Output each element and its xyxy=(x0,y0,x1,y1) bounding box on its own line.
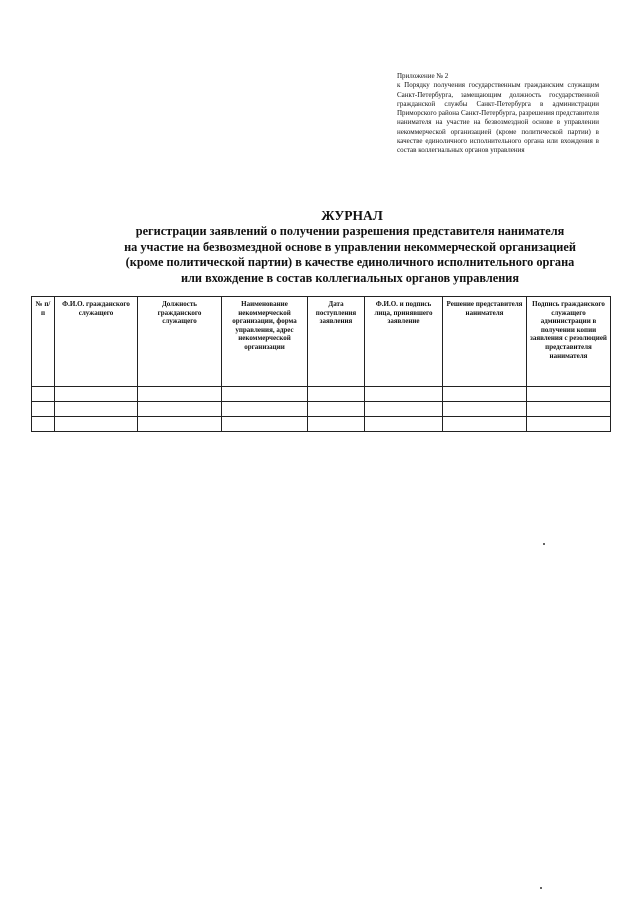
table-cell xyxy=(222,387,308,402)
col-header-position: Должность гражданского служащего xyxy=(138,297,222,387)
journal-subtitle-line-3: (кроме политической партии) в качестве единоличного исполнительного органа xyxy=(125,255,575,269)
table-cell xyxy=(32,402,55,417)
col-header-organization: Наименование некоммерческой организации, форма управления, адрес некоммерческой организации xyxy=(222,297,308,387)
col-header-signature: Подпись гражданского служащего администрации в получении копии заявления с резолюцией представителя нанимателя xyxy=(527,297,611,387)
table-cell xyxy=(308,417,365,432)
table-cell xyxy=(32,387,55,402)
table-cell xyxy=(32,417,55,432)
journal-heading xyxy=(60,208,640,286)
table-cell xyxy=(308,402,365,417)
table-row xyxy=(32,402,611,417)
journal-subtitle-line-2: на участие на безвозмездной основе в управлении некоммерческой организацией xyxy=(124,239,576,254)
table-cell xyxy=(55,417,138,432)
table-cell xyxy=(527,402,611,417)
col-header-receiver: Ф.И.О. и подпись лица, принявшего заявление xyxy=(365,297,443,387)
table-cell xyxy=(55,387,138,402)
table-cell xyxy=(138,417,222,432)
journal-table xyxy=(31,296,611,432)
table-row xyxy=(32,417,611,432)
scan-speck xyxy=(540,887,542,889)
table-cell xyxy=(527,417,611,432)
journal-title: ЖУРНАЛ xyxy=(321,208,383,223)
table-cell xyxy=(222,402,308,417)
appendix-title: Приложение № 2 xyxy=(397,72,449,80)
table-cell xyxy=(527,387,611,402)
col-header-employee-name: Ф.И.О. гражданского служащего xyxy=(55,297,138,387)
table-cell xyxy=(443,402,527,417)
col-header-number: № п/п xyxy=(32,297,55,387)
scan-speck xyxy=(543,543,545,545)
journal-subtitle-line-4: или вхождение в состав коллегиальных органов управления xyxy=(180,270,520,285)
journal-subtitle-line-1: регистрации заявлений о получении разрешения представителя нанимателя xyxy=(135,224,565,238)
table-cell xyxy=(443,417,527,432)
col-header-decision: Решение представителя нанимателя xyxy=(443,297,527,387)
appendix-text: к Порядку получения государственным гражданским служащим Санкт-Петербурга, замещающим должность государственной гражданской службы Санкт-Петербурга в администрации Приморского района Санкт-Петербурга, разрешения представителя нанимателя на участие на безвозмездной основе в управлении некоммерческой организацией (кроме политической партии) в качестве единоличного исполнительного органа или вхождения в состав коллегиальных органов управления xyxy=(397,81,599,155)
table-cell xyxy=(138,387,222,402)
table-cell xyxy=(222,417,308,432)
table-cell xyxy=(443,387,527,402)
table-header-row xyxy=(32,297,611,387)
table-cell xyxy=(365,402,443,417)
table-cell xyxy=(138,402,222,417)
table-cell xyxy=(308,387,365,402)
table-row xyxy=(32,387,611,402)
table-cell xyxy=(365,417,443,432)
col-header-date-received: Дата поступления заявления xyxy=(308,297,365,387)
table-cell xyxy=(55,402,138,417)
appendix-note xyxy=(397,72,599,156)
table-cell xyxy=(365,387,443,402)
